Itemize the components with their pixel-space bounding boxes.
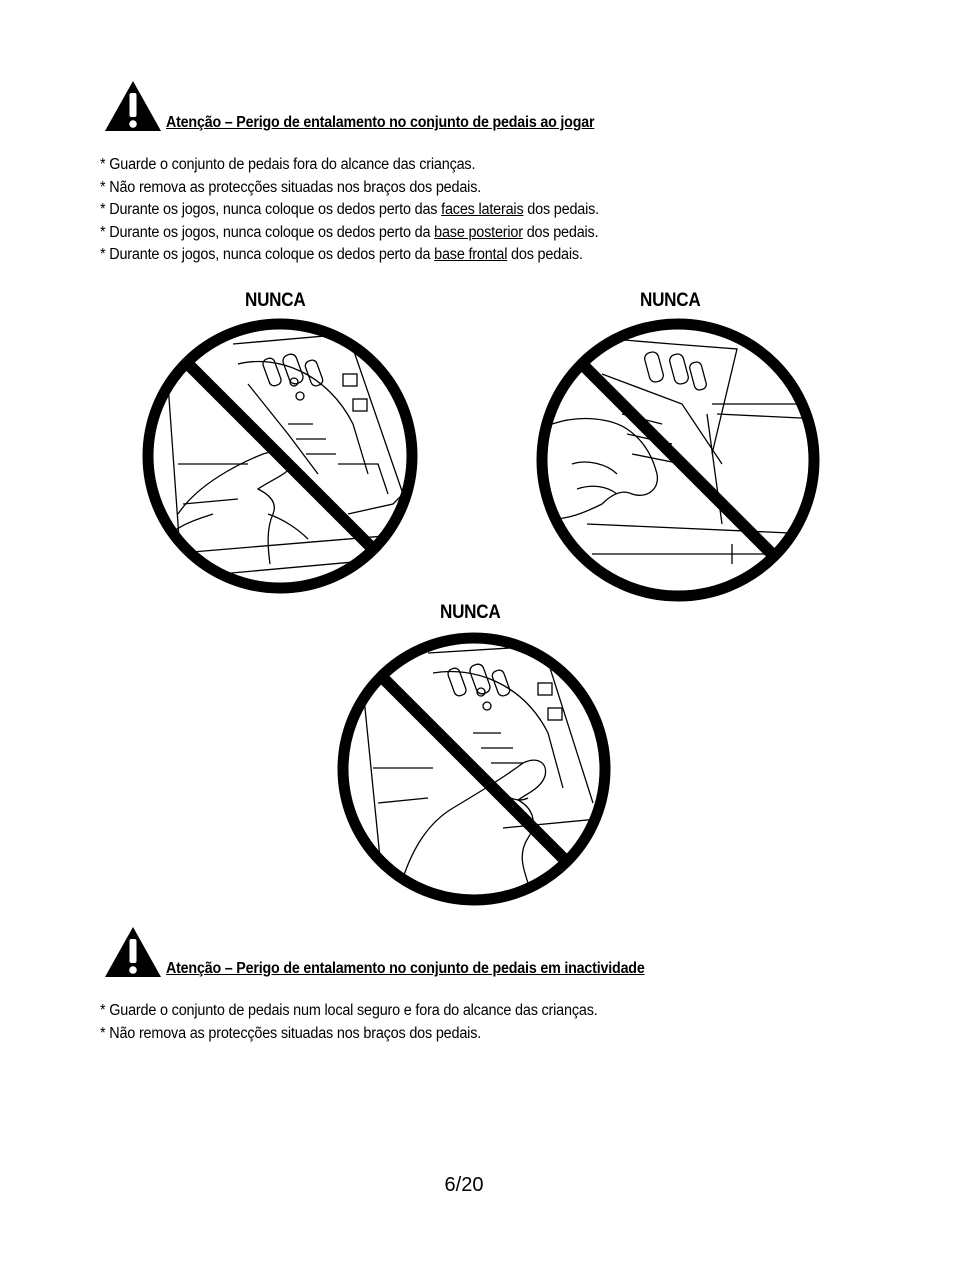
list-item: * Durante os jogos, nunca coloque os dedos perto das faces laterais dos pedais.	[100, 201, 599, 218]
warning-header-2	[104, 926, 686, 978]
list-item: * Durante os jogos, nunca coloque os dedos perto da base posterior dos pedais.	[100, 223, 599, 241]
list-item: * Guarde o conjunto de pedais fora do alcance das crianças.	[100, 156, 476, 173]
list-item: * Guarde o conjunto de pedais num local seguro e fora do alcance das crianças.	[100, 1002, 598, 1019]
section-2-bullets	[100, 1000, 635, 1045]
section-1-bullets	[100, 154, 637, 267]
list-item: * Durante os jogos, nunca coloque os dedos perto da base frontal dos pedais.	[100, 246, 583, 263]
prohibited-pedal-illustration-left	[138, 314, 422, 598]
nunca-label-right: NUNCA	[640, 290, 701, 311]
list-item: * Não remova as protecções situadas nos braços dos pedais.	[100, 1024, 482, 1042]
list-item: * Não remova as protecções situadas nos braços dos pedais.	[100, 178, 482, 196]
warning-header-1	[104, 80, 632, 132]
page-number: 6/20	[444, 1174, 484, 1196]
prohibited-pedal-illustration-right	[532, 314, 824, 606]
nunca-label-center: NUNCA	[440, 602, 501, 623]
section-2-title: Atenção – Perigo de entalamento no conjunto de pedais em inactividade	[166, 960, 645, 977]
warning-triangle-icon	[104, 80, 162, 132]
warning-triangle-icon	[104, 926, 162, 978]
nunca-label-left: NUNCA	[245, 290, 306, 311]
prohibited-pedal-illustration-center	[333, 628, 615, 910]
section-1-title: Atenção – Perigo de entalamento no conjunto de pedais ao jogar	[166, 114, 595, 131]
